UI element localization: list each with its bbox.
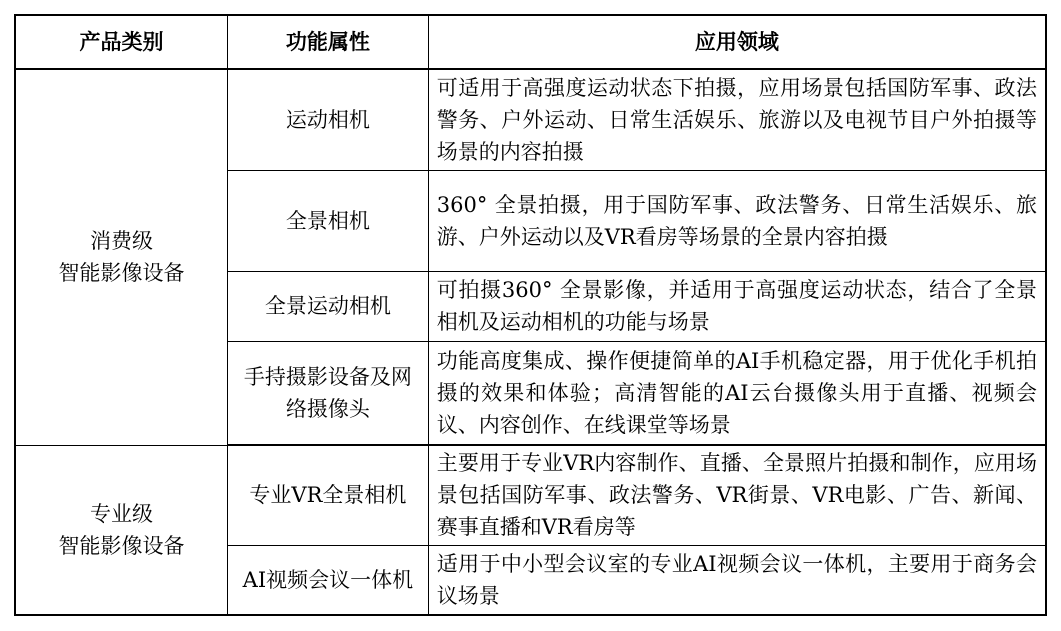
function-cell: 专业VR全景相机 — [228, 445, 429, 545]
category-professional: 专业级 智能影像设备 — [15, 445, 228, 615]
header-category: 产品类别 — [15, 15, 228, 69]
table-row — [15, 69, 1046, 170]
function-cell: 运动相机 — [228, 69, 429, 170]
function-cell: 全景相机 — [228, 170, 429, 271]
application-cell: 360° 全景拍摄，用于国防军事、政法警务、日常生活娱乐、旅游、户外运动以及VR看房等场景的全景内容拍摄 — [428, 170, 1046, 271]
header-application: 应用领域 — [428, 15, 1046, 69]
table-row — [15, 445, 1046, 545]
header-row — [15, 15, 1046, 69]
application-cell: 主要用于专业VR内容制作、直播、全景照片拍摄和制作，应用场景包括国防军事、政法警务、VR街景、VR电影、广告、新闻、赛事直播和VR看房等 — [428, 445, 1046, 545]
function-cell: 全景运动相机 — [228, 271, 429, 341]
product-table — [14, 14, 1047, 616]
application-cell: 适用于中小型会议室的专业AI视频会议一体机，主要用于商务会议场景 — [428, 545, 1046, 615]
category-consumer: 消费级 智能影像设备 — [15, 69, 228, 445]
application-cell: 可适用于高强度运动状态下拍摄，应用场景包括国防军事、政法警务、户外运动、日常生活娱乐、旅游以及电视节目户外拍摄等场景的内容拍摄 — [428, 69, 1046, 170]
application-cell: 功能高度集成、操作便捷简单的AI手机稳定器，用于优化手机拍摄的效果和体验；高清智能的AI云台摄像头用于直播、视频会议、内容创作、在线课堂等场景 — [428, 341, 1046, 445]
function-cell: AI视频会议一体机 — [228, 545, 429, 615]
function-cell: 手持摄影设备及网络摄像头 — [228, 341, 429, 445]
header-function: 功能属性 — [228, 15, 429, 69]
application-cell: 可拍摄360° 全景影像，并适用于高强度运动状态，结合了全景相机及运动相机的功能与场景 — [428, 271, 1046, 341]
